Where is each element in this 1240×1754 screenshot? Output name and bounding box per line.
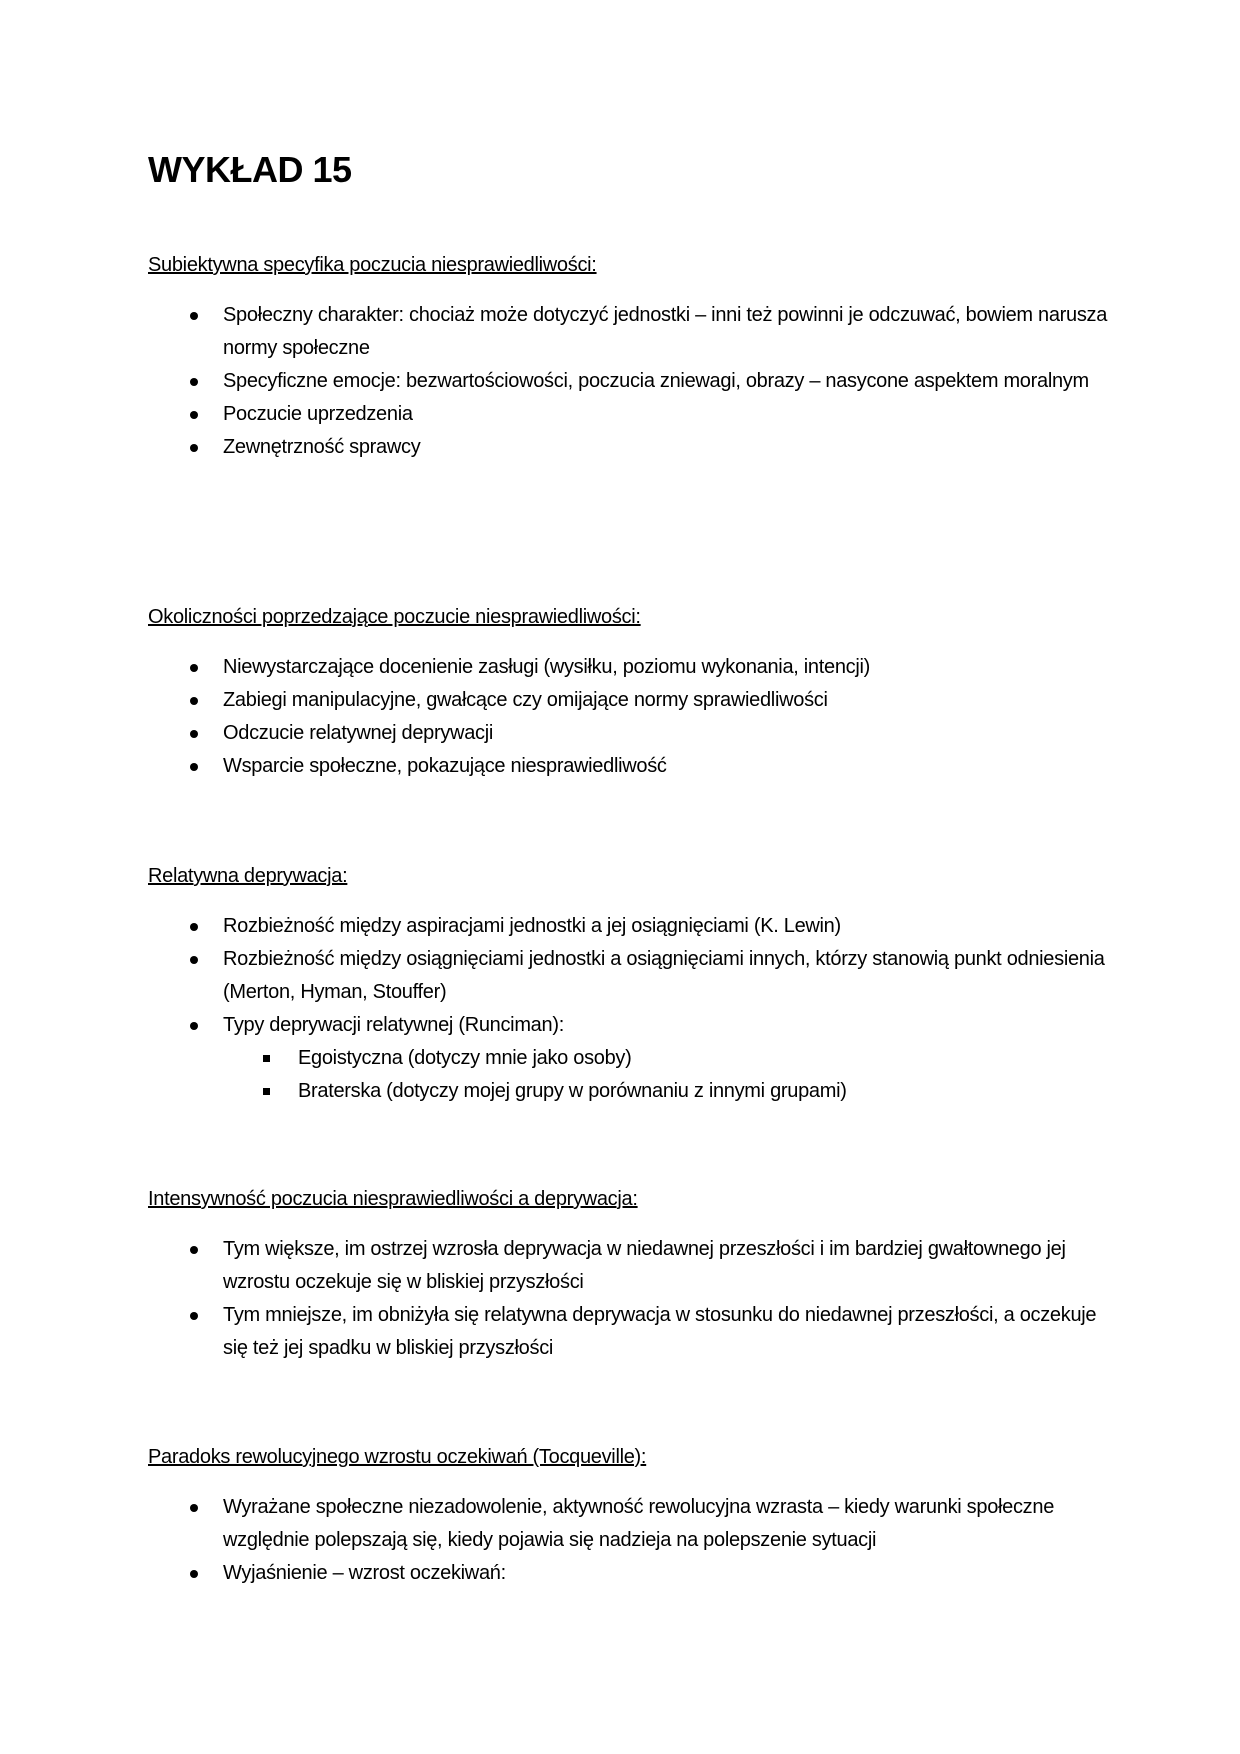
- bullet-list: [148, 910, 1108, 1108]
- list-item-text: Społeczny charakter: chociaż może dotyczyć jednostki – inni też powinni je odczuwać, bowiem narusza normy społeczne: [223, 304, 1108, 359]
- bullet-icon: [190, 730, 198, 738]
- bullet-icon: [190, 411, 198, 419]
- list-item: [148, 684, 1108, 717]
- list-item: [148, 1557, 1108, 1590]
- bullet-list: [148, 299, 1108, 464]
- section-tocqueville-paradox: [148, 1445, 1108, 1590]
- list-item: [148, 365, 1108, 398]
- bullet-icon: [190, 956, 198, 964]
- list-item-text: Poczucie uprzedzenia: [223, 403, 413, 425]
- list-item-text: Wyrażane społeczne niezadowolenie, aktywność rewolucyjna wzrasta – kiedy warunki społeczne względnie polepszają się, kiedy pojawia się nadzieja na polepszenie sytuacji: [223, 1496, 1055, 1551]
- document-title: WYKŁAD 15: [148, 149, 352, 190]
- bullet-list: [148, 651, 1108, 783]
- list-item: [148, 943, 1108, 1009]
- section-heading: Subiektywna specyfika poczucia niesprawiedliwości:: [148, 254, 597, 276]
- list-item-text: Tym większe, im ostrzej wzrosła deprywacja w niedawnej przeszłości i im bardziej gwałtownego jej wzrostu oczekuje się w bliskiej przyszłości: [223, 1238, 1066, 1293]
- list-item-text: Wyjaśnienie – wzrost oczekiwań:: [223, 1562, 506, 1584]
- sub-list-item: [223, 1075, 1108, 1108]
- square-bullet-icon: [263, 1055, 270, 1062]
- bullet-icon: [190, 1246, 198, 1254]
- bullet-icon: [190, 1312, 198, 1320]
- list-item-text: Specyficzne emocje: bezwartościowości, poczucia zniewagi, obrazy – nasycone aspektem moralnym: [223, 370, 1089, 392]
- list-item-text: Wsparcie społeczne, pokazujące niesprawiedliwość: [223, 755, 667, 777]
- list-item: [148, 717, 1108, 750]
- list-item: [148, 1233, 1108, 1299]
- list-item: [148, 299, 1108, 365]
- bullet-icon: [190, 664, 198, 672]
- bullet-icon: [190, 1504, 198, 1512]
- list-item: [148, 910, 1108, 943]
- bullet-icon: [190, 763, 198, 771]
- sub-list-item: [223, 1042, 1108, 1075]
- section-intensity: [148, 1187, 1108, 1365]
- bullet-list: [148, 1233, 1108, 1365]
- section-heading: Relatywna deprywacja:: [148, 865, 348, 887]
- list-item-text: Zewnętrzność sprawcy: [223, 436, 421, 458]
- list-item-text: Rozbieżność między aspiracjami jednostki a jej osiągnięciami (K. Lewin): [223, 915, 841, 937]
- list-item: [148, 1009, 1108, 1108]
- list-item-text: Zabiegi manipulacyjne, gwałcące czy omijające normy sprawiedliwości: [223, 689, 828, 711]
- bullet-icon: [190, 312, 198, 320]
- bullet-icon: [190, 1022, 198, 1030]
- section-heading: Intensywność poczucia niesprawiedliwości a deprywacja:: [148, 1188, 638, 1210]
- sub-list-item-text: Egoistyczna (dotyczy mnie jako osoby): [298, 1047, 632, 1069]
- sub-bullet-list: [223, 1042, 1108, 1108]
- list-item: [148, 431, 1108, 464]
- list-item: [148, 651, 1108, 684]
- list-item-text: Tym mniejsze, im obniżyła się relatywna deprywacja w stosunku do niedawnej przeszłości, a oczekuje się też jej spadku w bliskiej przyszłości: [223, 1304, 1097, 1359]
- bullet-icon: [190, 444, 198, 452]
- list-item-text: Rozbieżność między osiągnięciami jednostki a osiągnięciami innych, którzy stanowią punkt odniesienia (Merton, Hyman, Stouffer): [223, 948, 1105, 1003]
- bullet-list: [148, 1491, 1108, 1590]
- bullet-icon: [190, 923, 198, 931]
- square-bullet-icon: [263, 1088, 270, 1095]
- list-item: [148, 1299, 1108, 1365]
- section-subjective-specifics: [148, 253, 1108, 464]
- bullet-icon: [190, 697, 198, 705]
- section-preceding-circumstances: [148, 605, 1108, 783]
- list-item-text: Niewystarczające docenienie zasługi (wysiłku, poziomu wykonania, intencji): [223, 656, 870, 678]
- list-item: [148, 750, 1108, 783]
- list-item: [148, 1491, 1108, 1557]
- list-item-text: Odczucie relatywnej deprywacji: [223, 722, 494, 744]
- list-item: [148, 398, 1108, 431]
- section-relative-deprivation: [148, 864, 1108, 1108]
- list-item-text: Typy deprywacji relatywnej (Runciman):: [223, 1014, 564, 1036]
- sub-list-item-text: Braterska (dotyczy mojej grupy w porównaniu z innymi grupami): [298, 1080, 847, 1102]
- bullet-icon: [190, 1570, 198, 1578]
- bullet-icon: [190, 378, 198, 386]
- section-heading: Okoliczności poprzedzające poczucie niesprawiedliwości:: [148, 606, 641, 628]
- section-heading: Paradoks rewolucyjnego wzrostu oczekiwań (Tocqueville):: [148, 1446, 647, 1468]
